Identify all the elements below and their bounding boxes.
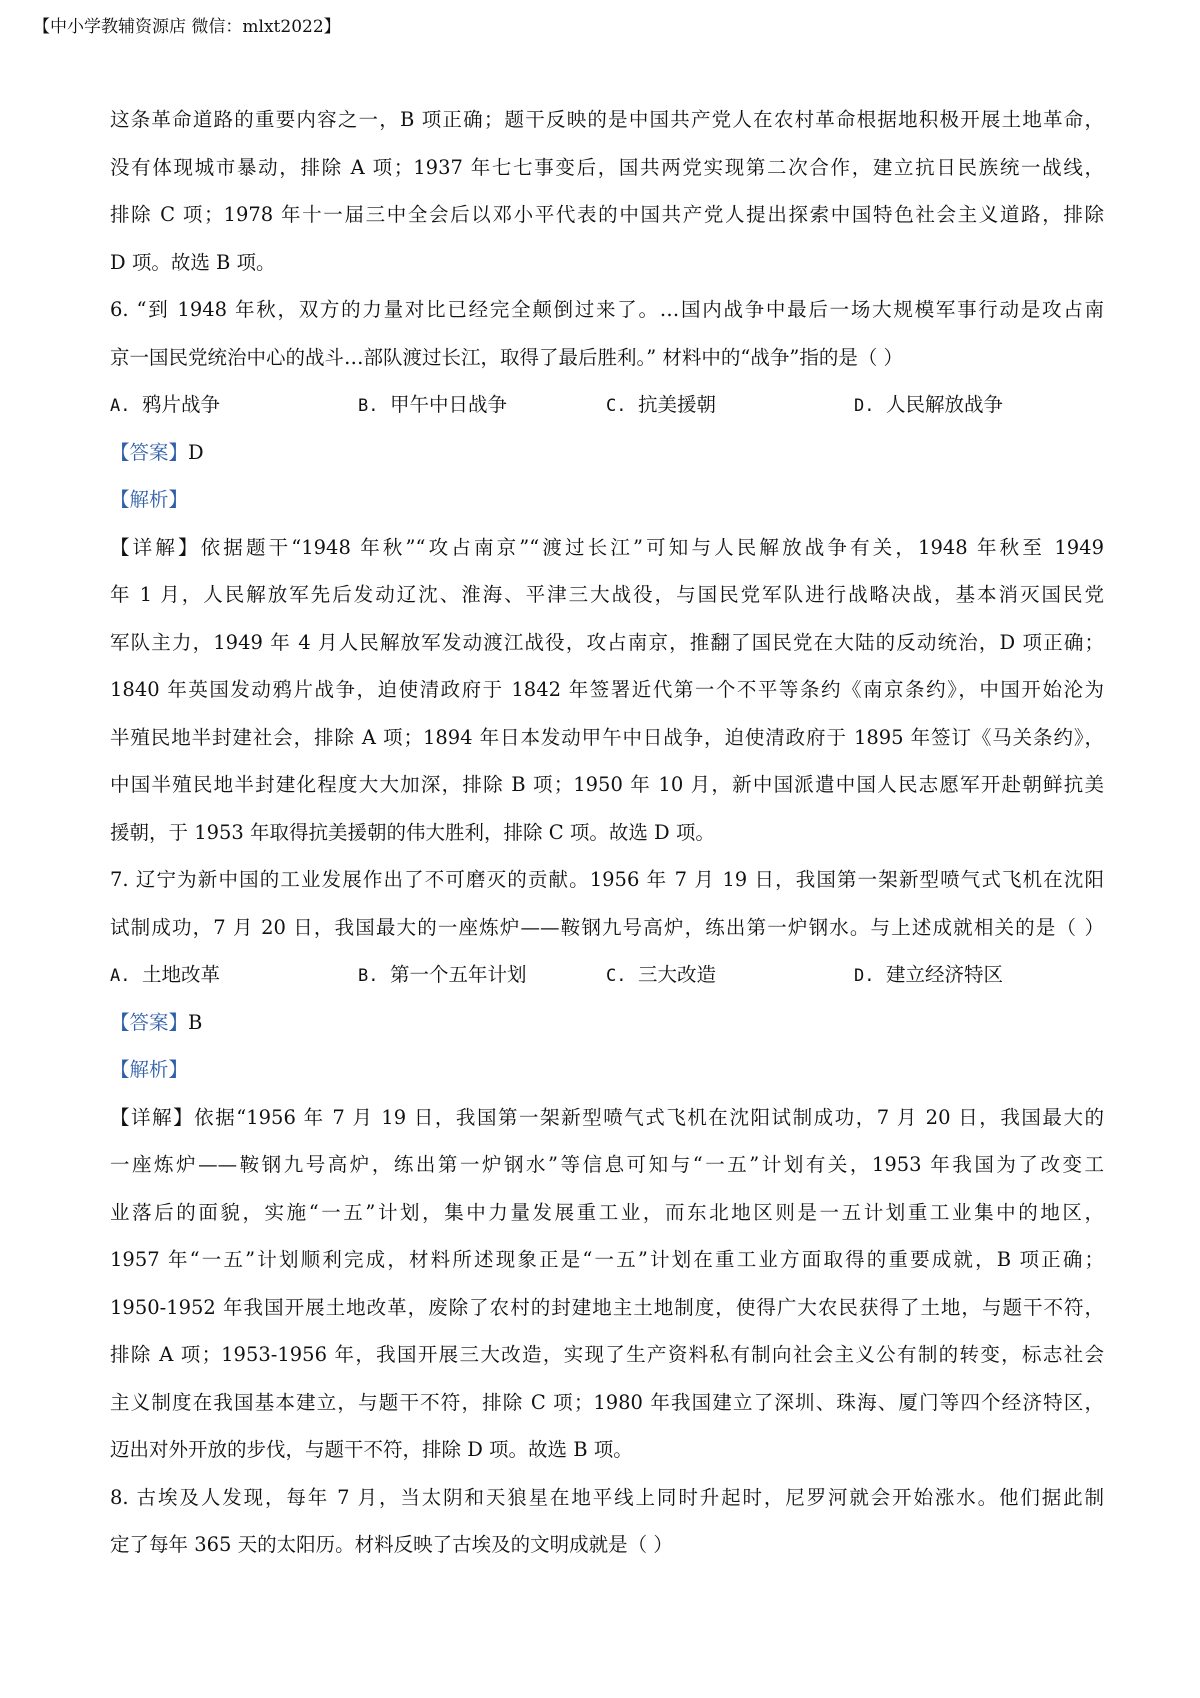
option-c: C. 抗美援朝 (606, 393, 717, 416)
text-line: D 项。故选 B 项。 (110, 250, 276, 274)
detail-line: 1840 年英国发动鸦片战争，迫使清政府于 1842 年签署近代第一个不平等条约《南京条约》，中国开始沦为 (110, 678, 1104, 701)
document-body (110, 96, 1104, 1569)
detail-line: 迈出对外开放的步伐，与题干不符，排除 D 项。故选 B 项。 (110, 1438, 633, 1461)
option-d: D. 建立经济特区 (854, 963, 1004, 986)
text-line: 这条革命道路的重要内容之一，B 项正确；题干反映的是中国共产党人在农村革命根据地积极开展土地革命， (110, 108, 1104, 131)
detail-line: 排除 A 项；1953-1956 年，我国开展三大改造，实现了生产资料私有制向社会主义公有制的转变，标志社会 (110, 1343, 1104, 1366)
question-7 (110, 856, 1104, 1474)
detail-label: 【详解】 (110, 1105, 195, 1129)
question-stem-line: 8. 古埃及人发现，每年 7 月，当太阴和天狼星在地平线上同时升起时，尼罗河就会开始涨水。他们据此制 (110, 1485, 1104, 1509)
page-header: 【中小学教辅资源店 微信：mlxt2022】 (33, 17, 341, 37)
detail-line: 1957 年“一五”计划顺利完成，材料所述现象正是“一五”计划在重工业方面取得的重要成就，B 项正确； (110, 1248, 1104, 1271)
option-a: A. 鸦片战争 (110, 393, 221, 416)
question-stem-line: 试制成功，7 月 20 日，我国最大的一座炼炉——鞍钢九号高炉，练出第一炉钢水。与上述成就相关的是（ ） (110, 915, 1104, 939)
option-d: D. 人民解放战争 (854, 393, 1004, 416)
option-b: B. 第一个五年计划 (358, 963, 527, 986)
option-b: B. 甲午中日战争 (358, 393, 508, 416)
detail-line: 业落后的面貌，实施“一五”计划，集中力量发展重工业，而东北地区则是一五计划重工业集中的地区， (110, 1200, 1104, 1224)
prev-explanation (110, 96, 1104, 286)
answer-value: B (188, 1010, 203, 1034)
detail-line: 一座炼炉——鞍钢九号高炉，练出第一炉钢水”等信息可知与“一五”计划有关，1953 年我国为了改变工 (110, 1153, 1104, 1176)
option-list (110, 381, 1104, 429)
question-6 (110, 286, 1104, 856)
option-a: A. 土地改革 (110, 963, 221, 986)
analysis-label: 【解析】 (110, 1058, 189, 1081)
detail-line: 主义制度在我国基本建立，与题干不符，排除 C 项；1980 年我国建立了深圳、珠海、厦门等四个经济特区， (110, 1390, 1104, 1414)
question-8 (110, 1474, 1104, 1569)
text-line: 没有体现城市暴动，排除 A 项；1937 年七七事变后，国共两党实现第二次合作，建立抗日民族统一战线， (110, 155, 1104, 179)
answer-line (110, 429, 1104, 477)
detail-line: 援朝，于 1953 年取得抗美援朝的伟大胜利，排除 C 项。故选 D 项。 (110, 820, 715, 844)
text-line: 排除 C 项；1978 年十一届三中全会后以邓小平代表的中国共产党人提出探索中国特色社会主义道路，排除 (110, 203, 1104, 226)
detail-line: 军队主力，1949 年 4 月人民解放军发动渡江战役，攻占南京，推翻了国民党在大陆的反动统治，D 项正确； (110, 630, 1104, 654)
answer-value: D (188, 440, 204, 464)
option-list (110, 951, 1104, 999)
answer-line (110, 999, 1104, 1047)
option-c: C. 三大改造 (606, 963, 717, 986)
detail-line: 中国半殖民地半封建化程度大大加深，排除 B 项；1950 年 10 月，新中国派遣中国人民志愿军开赴朝鲜抗美 (110, 773, 1104, 796)
detail-line: 【详解】依据“1956 年 7 月 19 日，我国第一架新型喷气式飞机在沈阳试制成功，7 月 20 日，我国最大的 (110, 1105, 1104, 1129)
question-stem-line: 京一国民党统治中心的战斗…部队渡过长江，取得了最后胜利。” 材料中的“战争”指的是（ ） (110, 345, 904, 369)
analysis-label: 【解析】 (110, 488, 189, 511)
detail-line: 半殖民地半封建社会，排除 A 项；1894 年日本发动甲午中日战争，迫使清政府于 1895 年签订《马关条约》， (110, 725, 1104, 749)
question-stem-line: 6. “到 1948 年秋，双方的力量对比已经完全颠倒过来了。…国内战争中最后一场大规模军事行动是攻占南 (110, 298, 1104, 321)
detail-label: 【详解】 (110, 535, 201, 559)
question-stem-line: 定了每年 365 天的太阳历。材料反映了古埃及的文明成就是（ ） (110, 1533, 673, 1556)
detail-line: 【详解】依据题干“1948 年秋”“攻占南京”“渡过长江”可知与人民解放战争有关，1948 年秋至 1949 (110, 535, 1104, 559)
question-stem-line: 7. 辽宁为新中国的工业发展作出了不可磨灭的贡献。1956 年 7 月 19 日，我国第一架新型喷气式飞机在沈阳 (110, 868, 1104, 891)
answer-label: 【答案】 (110, 1010, 189, 1034)
answer-label: 【答案】 (110, 440, 189, 464)
detail-line: 年 1 月，人民解放军先后发动辽沈、淮海、平津三大战役，与国民党军队进行战略决战，基本消灭国民党 (110, 583, 1104, 606)
detail-line: 1950-1952 年我国开展土地改革，废除了农村的封建地主土地制度，使得广大农民获得了土地，与题干不符， (110, 1295, 1104, 1319)
